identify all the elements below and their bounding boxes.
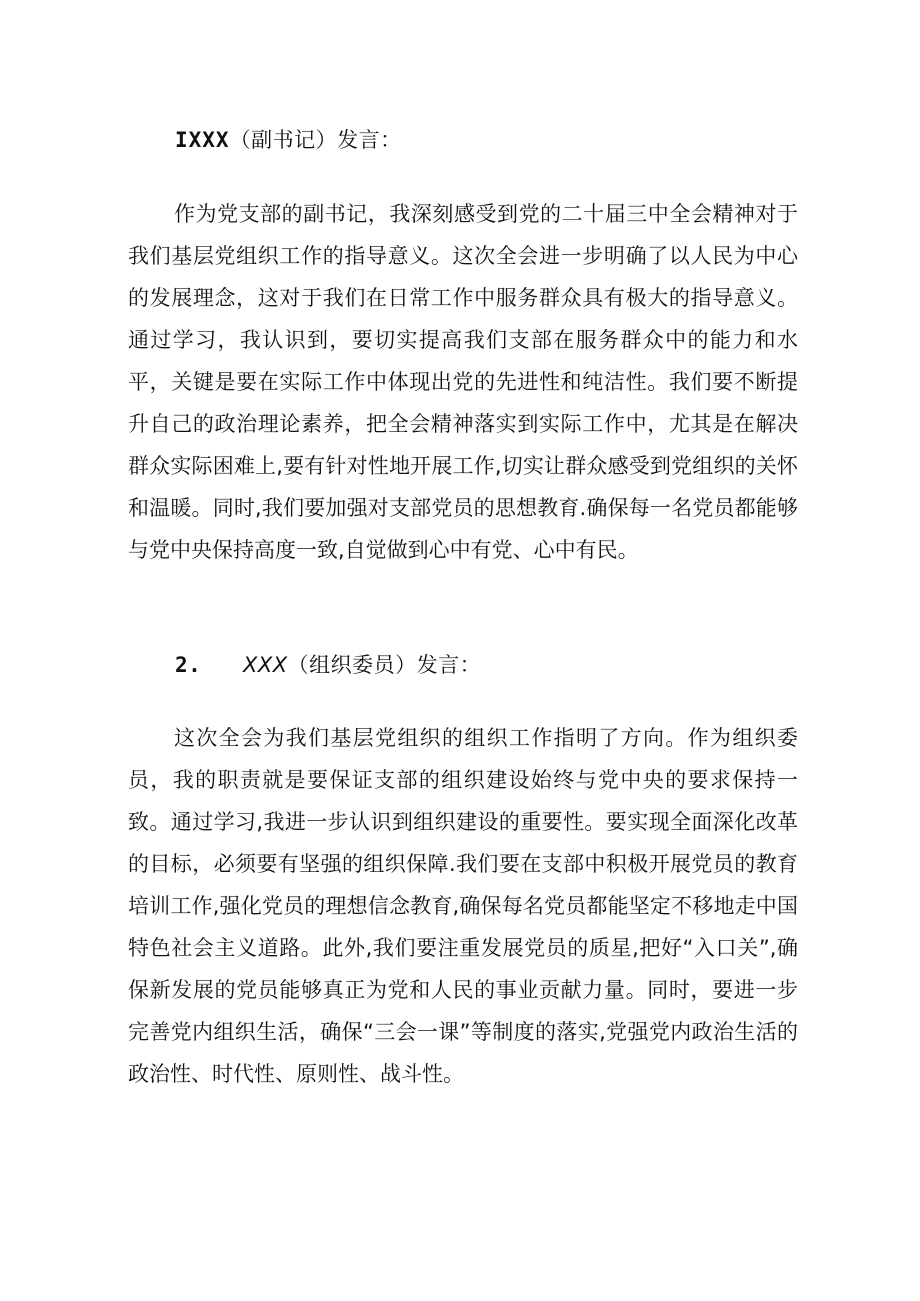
section-2-heading	[175, 650, 481, 680]
section-2-number: 2.	[175, 653, 202, 677]
section-2-speaker: XXX	[243, 653, 288, 677]
section-1-paragraph: 作为党支部的副书记，我深刻感受到党的二十届三中全会精神对于我们基层党组织工作的指导意义。这次全会进一步明确了以人民为中心的发展理念，这对于我们在日常工作中服务群众具有极大的指导意义。通过学习，我认识到，要切实提高我们支部在服务群众中的能力和水平，关键是要在实际工作中体现出党的先进性和纯洁性。我们要不断提升自己的政治理论素养，把全会精神落实到实际工作中，尤其是在解决群众实际困难上,要有针对性地开展工作,切实让群众感受到党组织的关怀和温暖。同时,我们要加强对支部党员的思想教育.确保每一名党员都能够与党中央保持高度一致,自觉做到心中有党、心中有民。	[128, 202, 798, 562]
section-2-paragraph: 这次全会为我们基层党组织的组织工作指明了方向。作为组织委员，我的职责就是要保证支部的组织建设始终与党中央的要求保持一致。通过学习,我进一步认识到组织建设的重要性。要实现全面深化改革的目标，必须要有坚强的组织保障.我们要在支部中积极开展党员的教育培训工作,强化党员的理想信念教育,确保每名党员都能坚定不移地走中国特色社会主义道路。此外,我们要注重发展党员的质星,把好“入口关”,确保新发展的党员能够真正为党和人民的事业贡献力量。同时，要进一步完善党内组织生活，确保“三会一课”等制度的落实,党强党内政治生活的政治性、时代性、原则性、战斗性。	[128, 726, 798, 1086]
section-1-heading	[175, 125, 402, 155]
section-1-marker: IXXX	[175, 128, 230, 152]
section-1-title: （副书记）发言：	[229, 128, 402, 152]
section-2-title: （组织委员）发言：	[287, 653, 482, 677]
